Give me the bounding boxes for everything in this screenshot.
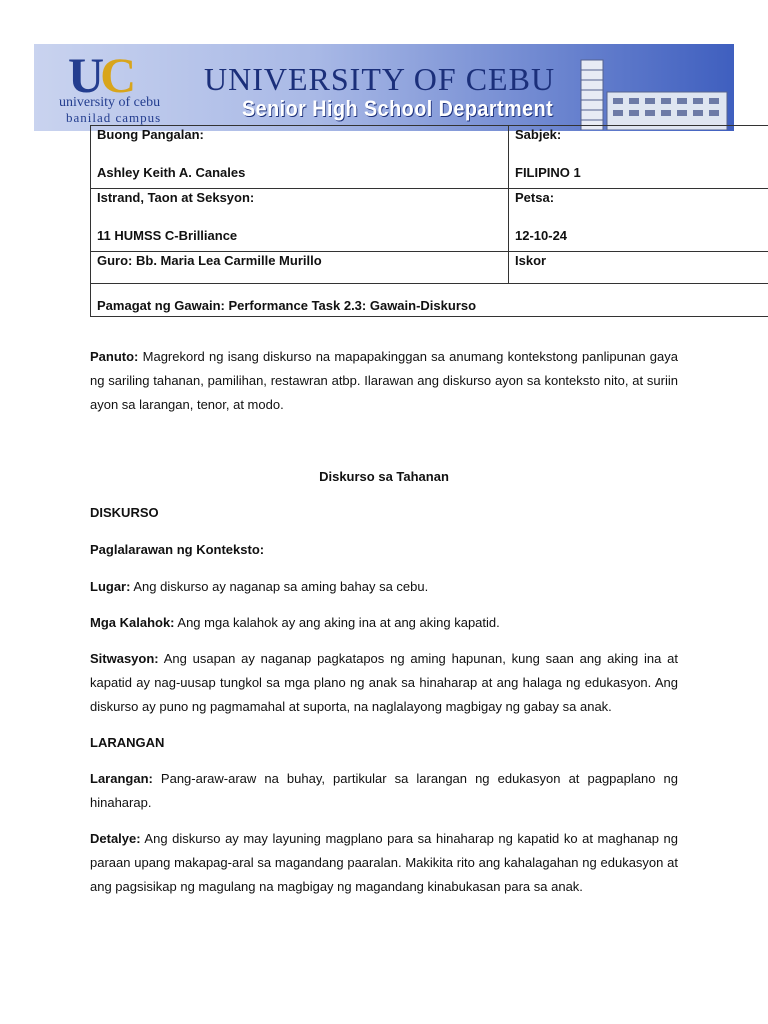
- kalahok-text: Ang mga kalahok ay ang aking ina at ang aking kapatid.: [174, 615, 500, 630]
- banner-subtitle: Senior High School Department: [242, 96, 554, 121]
- name-value: Ashley Keith A. Canales: [97, 165, 246, 180]
- konteksto-heading: Paglalarawan ng Konteksto:: [90, 542, 265, 557]
- campus-buildings-icon: [579, 52, 729, 130]
- task-title: Pamagat ng Gawain: Performance Task 2.3: Gawain-Diskurso: [97, 298, 477, 313]
- panuto-label: Panuto:: [90, 349, 139, 364]
- teacher-name: Guro: Bb. Maria Lea Carmille Murillo: [97, 253, 322, 268]
- strand-label: Istrand, Taon at Seksyon:: [97, 190, 255, 205]
- banner-title: UNIVERSITY OF CEBU: [204, 61, 556, 97]
- lugar-paragraph: [90, 575, 678, 599]
- detalye-label: Detalye:: [90, 831, 141, 846]
- subject-cell: [509, 126, 768, 189]
- larangan-label: Larangan:: [90, 771, 153, 786]
- university-banner: [34, 44, 734, 131]
- diskurso-heading: DISKURSO: [90, 505, 159, 520]
- section-title: Diskurso sa Tahanan: [319, 469, 449, 484]
- task-title-cell: [91, 284, 768, 317]
- detalye-paragraph: [90, 827, 678, 899]
- logo-campus-text: banilad campus: [66, 110, 162, 125]
- kalahok-label: Mga Kalahok:: [90, 615, 175, 630]
- instructions-paragraph: [90, 345, 678, 417]
- teacher-cell: [91, 252, 509, 284]
- panuto-text: Magrekord ng isang diskurso na mapapakinggan sa anumang kontekstong panlipunan gaya ng sariling tahanan, pamilihan, restawran atbp. Ilarawan ang diskurso ayon sa konteksto nito, at suriin ayon sa larangan, tenor, at modo.: [90, 349, 678, 412]
- score-label: Iskor: [515, 253, 547, 268]
- logo-university-text: university of cebu: [59, 95, 161, 110]
- sitwasyon-text: Ang usapan ay naganap pagkatapos ng aming hapunan, kung saan ang aking ina at kapatid ay nag-uusap tungkol sa mga plano ng anak sa hinaharap at ang halaga ng edukasyon. Ang diskurso ay puno ng pagmamahal at suporta, na naglalayong magbigay ng gabay sa anak.: [90, 651, 678, 714]
- lugar-text: Ang diskurso ay naganap sa aming bahay sa cebu.: [130, 579, 429, 594]
- student-info-table: [90, 125, 768, 317]
- strand-cell: [91, 189, 509, 252]
- name-label: Buong Pangalan:: [97, 127, 204, 142]
- subject-value: FILIPINO 1: [515, 165, 581, 180]
- name-cell: [91, 126, 509, 189]
- larangan-heading: LARANGAN: [90, 735, 165, 750]
- score-cell: [509, 252, 768, 284]
- uc-logo: UC: [68, 47, 133, 103]
- subject-label: Sabjek:: [515, 127, 562, 142]
- date-cell: [509, 189, 768, 252]
- detalye-text: Ang diskurso ay may layuning magplano para sa hinaharap ng kapatid ko at maghanap ng paraan upang makapag-aral sa magandang paaralan. Makikita rito ang kahalagahan ng edukasyon at ang pagsisikap ng magulang na magbigay ng magandang kinabukasan para sa anak.: [90, 831, 678, 894]
- date-value: 12-10-24: [515, 228, 568, 243]
- date-label: Petsa:: [515, 190, 555, 205]
- kalahok-paragraph: [90, 611, 678, 635]
- sitwasyon-label: Sitwasyon:: [90, 651, 159, 666]
- larangan-paragraph: [90, 767, 678, 815]
- strand-value: 11 HUMSS C-Brilliance: [97, 228, 238, 243]
- larangan-text: Pang-araw-araw na buhay, partikular sa larangan ng edukasyon at pagpaplano ng hinaharap.: [90, 771, 678, 810]
- sitwasyon-paragraph: [90, 647, 678, 719]
- lugar-label: Lugar:: [90, 579, 131, 594]
